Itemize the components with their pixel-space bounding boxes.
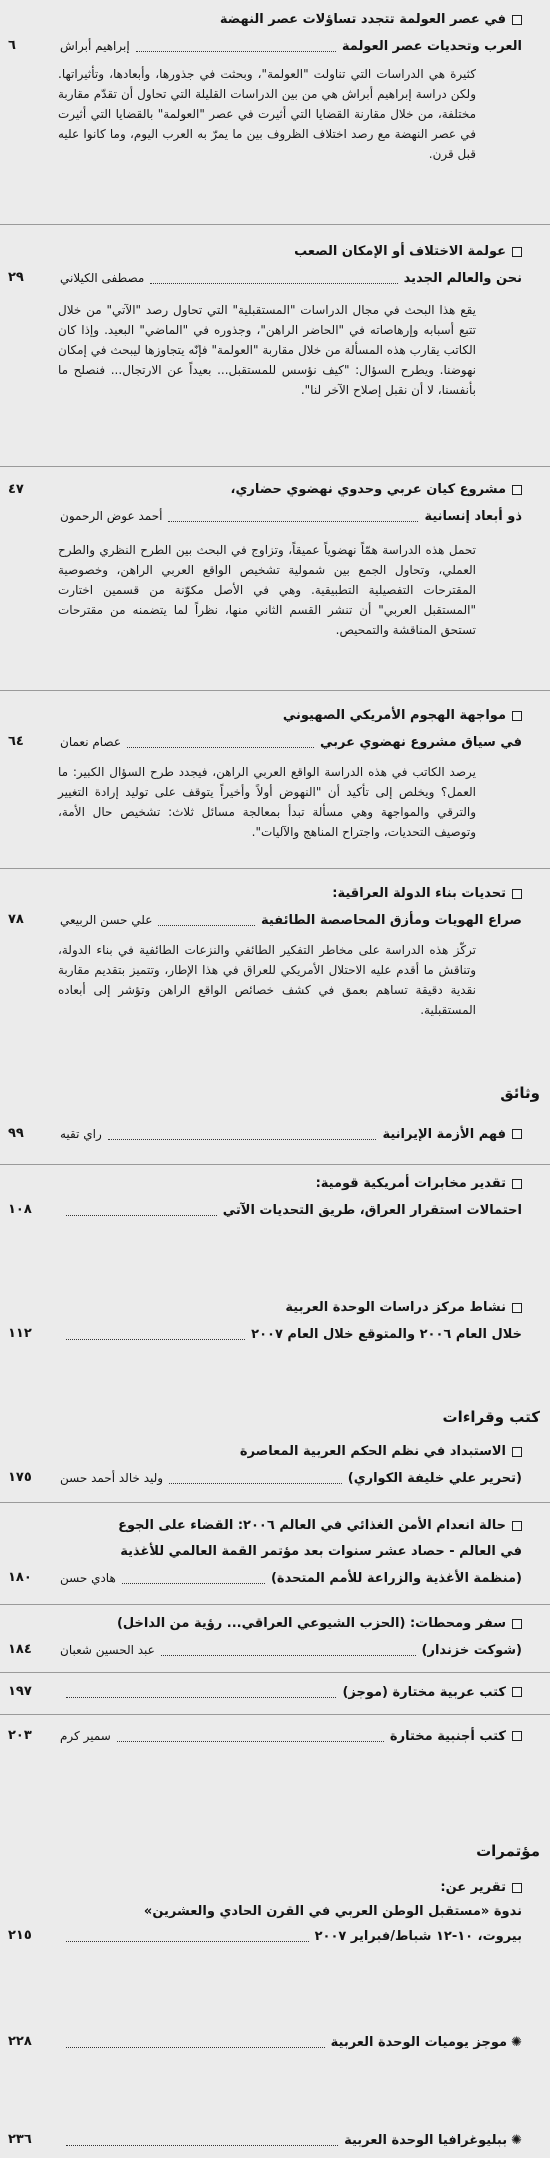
document-title-line[interactable] [60, 1122, 522, 1146]
checkbox-icon [512, 485, 522, 495]
divider [0, 224, 550, 225]
checkbox-icon [512, 1687, 522, 1697]
leader-dots [66, 2037, 325, 2048]
book-editor: (تحرير علي خليفة الكواري) [347, 1470, 522, 1486]
divider [0, 1604, 550, 1605]
book-title-line[interactable] [60, 1680, 522, 1704]
article-subtitle: نحن والعالم الجديد [403, 270, 522, 286]
page-number: ١٩٧ [8, 1684, 32, 1699]
footer-title: ببليوغرافيا الوحدة العربية [344, 2132, 508, 2148]
book-title-continued: في العالم - حصاد عشر سنوات بعد مؤتمر القمة العالمي للأغذية [120, 1544, 522, 1559]
article-subtitle: صراع الهويات ومأزق المحاصصة الطائفية [261, 912, 522, 928]
article-title[interactable]: مشروع كيان عربي وحدوي نهضوي حضاري، [60, 478, 522, 502]
page-number: ٢٩ [8, 270, 24, 285]
article-subtitle: في سياق مشروع نهضوي عربي [319, 734, 522, 750]
book-reviewer: سمير كرم [60, 1729, 111, 1743]
page-number: ١٨٠ [8, 1570, 32, 1585]
leader-dots [136, 41, 336, 52]
article-title[interactable]: تحديات بناء الدولة العراقية: [60, 882, 522, 906]
star-icon: ✺ [511, 2034, 522, 2050]
book-title[interactable]: حالة انعدام الأمن الغذائي في العالم ٢٠٠٦: القضاء على الجوع [60, 1514, 522, 1538]
checkbox-icon [512, 889, 522, 899]
leader-dots [66, 1205, 217, 1216]
article-subtitle-line[interactable] [60, 34, 522, 58]
divider [0, 1672, 550, 1673]
leader-dots [127, 737, 314, 748]
document-subtitle-line[interactable] [60, 1322, 522, 1346]
leader-dots [108, 1129, 377, 1140]
page-number: ٢٢٨ [8, 2034, 32, 2049]
document-subtitle-line[interactable] [60, 1198, 522, 1222]
section-heading-documents: وثائق [500, 1084, 540, 1102]
star-icon: ✺ [511, 2132, 522, 2148]
footer-title-line[interactable] [60, 2030, 522, 2054]
page-number: ٦ [8, 38, 16, 53]
book-title[interactable]: الاستبداد في نظم الحكم العربية المعاصرة [60, 1440, 522, 1464]
checkbox-icon [512, 711, 522, 721]
article-abstract: كثيرة هي الدراسات التي تناولت "العولمة"، وبحثت في جذورها، وأبعادها، وتأثيراتها. ولكن دراسة إبراهيم أبراش هي من بين الدراسات القليلة التي تحاول أن تقدّم مقاربة مختلفة، من خلال مقارنة القضايا التي أثيرت في عصر "العولمة" بالقضايا التي أثيرت في عصر النهضة مع رصد اختلاف الظروف بين ما يمرّ به العرب اليوم، وما كانوا عليه قبل قرن. [58, 67, 476, 161]
divider [0, 1502, 550, 1503]
footer-title-line[interactable] [60, 2128, 522, 2152]
checkbox-icon [512, 15, 522, 25]
document-title[interactable]: نشاط مركز دراسات الوحدة العربية [60, 1296, 522, 1320]
article-title[interactable]: مواجهة الهجوم الأمريكي الصهيوني [60, 704, 522, 728]
page-number: ٢١٥ [8, 1928, 32, 1943]
conference-title: ندوة «مستقبل الوطن العربي في القرن الحادي والعشرين» [143, 1904, 522, 1919]
page-number: ٢٣٦ [8, 2132, 32, 2147]
page-number: ١٨٤ [8, 1642, 32, 1657]
checkbox-icon [512, 247, 522, 257]
section-heading-conferences: مؤتمرات [476, 1842, 540, 1860]
checkbox-icon [512, 1447, 522, 1457]
article-subtitle-line[interactable] [60, 266, 522, 290]
divider [0, 466, 550, 467]
article-subtitle-line[interactable] [60, 908, 522, 932]
book-title: كتب أجنبية مختارة [389, 1728, 506, 1744]
article-author: إبراهيم أبراش [60, 39, 130, 53]
footer-title: موجز يوميات الوحدة العربية [330, 2034, 508, 2050]
article-author: عصام نعمان [60, 735, 122, 749]
book-subtitle-line[interactable] [60, 1466, 522, 1490]
checkbox-icon [512, 1883, 522, 1893]
page-number: ٧٨ [8, 912, 24, 927]
book-subtitle-line[interactable] [60, 1638, 522, 1662]
book-subtitle-line[interactable] [60, 1566, 522, 1590]
leader-dots [66, 2135, 338, 2146]
article-author: مصطفى الكيلاني [60, 271, 145, 285]
article-subtitle: ذو أبعاد إنسانية [424, 508, 522, 524]
leader-dots [66, 1329, 245, 1340]
conference-date: بيروت، ١٠-١٢ شباط/فبراير ٢٠٠٧ [314, 1928, 522, 1944]
document-author: راي تقيه [60, 1127, 102, 1141]
leader-dots [169, 1473, 342, 1484]
page-number: ١٧٥ [8, 1470, 32, 1485]
book-reviewer: عبد الحسين شعبان [60, 1643, 155, 1657]
leader-dots [158, 915, 255, 926]
page-number: ١٠٨ [8, 1202, 32, 1217]
page-number: ٩٩ [8, 1126, 24, 1141]
checkbox-icon [512, 1619, 522, 1629]
document-title: فهم الأزمة الإيرانية [382, 1126, 506, 1142]
conference-report-label[interactable]: تقرير عن: [60, 1876, 522, 1900]
conference-date-line[interactable] [60, 1924, 522, 1948]
article-author: علي حسن الربيعي [60, 913, 153, 927]
divider [0, 690, 550, 691]
page-number: ٢٠٣ [8, 1728, 32, 1743]
book-title: كتب عربية مختارة (موجز) [342, 1684, 506, 1700]
document-title[interactable]: تقدير مخابرات أمريكية قومية: [60, 1172, 522, 1196]
leader-dots [66, 1931, 309, 1942]
article-subtitle: العرب وتحديات عصر العولمة [341, 38, 522, 54]
divider [0, 1164, 550, 1165]
page-number: ٤٧ [8, 482, 24, 497]
article-abstract: يقع هذا البحث في مجال الدراسات "المستقبلية" التي تحاول رصد "الآتي" من خلال تتبع أسبابه وإرهاصاته في "الحاضر الراهن"، وجذوره في "الماضي" البعيد. وإذا كان الكاتب يقارب هذه المسألة من خلال مقاربة "العولمة" فإنّه يتجاوزها ليبحث في إمكان نهوضنا. ويطرح السؤال: "كيف نؤسس للمستقبل... بعيداً عن الارتجال... فنصلح ما بأنفسنا، لا أن نقبل إصلاح الآخر لنا". [58, 303, 476, 397]
leader-dots [66, 1687, 336, 1698]
page-number: ١١٢ [8, 1326, 32, 1341]
article-abstract: تركّز هذه الدراسة على مخاطر التفكير الطائفي والنزعات الطائفية في بناء الدولة، وتناقش ما أقدم عليه الاحتلال الأمريكي للعراق في هذا الإطار، وتتميز بتقديم مقاربة نقدية دقيقة تساهم بعمق في كشف خصائص الواقع الراهن وتؤشر إلى أبعاده المستقبلية. [58, 943, 476, 1017]
section-heading-books: كتب وقراءات [442, 1408, 540, 1426]
book-editor: (منظمة الأغذية والزراعة للأمم المتحدة) [270, 1570, 522, 1586]
book-title[interactable]: سفر ومحطات: (الحزب الشيوعي العراقي... رؤية من الداخل) [60, 1612, 522, 1636]
book-title-line[interactable] [60, 1724, 522, 1748]
article-author: أحمد عوض الرحمون [60, 509, 163, 523]
checkbox-icon [512, 1303, 522, 1313]
book-reviewer: هادي حسن [60, 1571, 116, 1585]
divider [0, 868, 550, 869]
checkbox-icon [512, 1179, 522, 1189]
divider [0, 1714, 550, 1715]
leader-dots [122, 1573, 265, 1584]
book-author: (شوكت خزندار) [421, 1642, 522, 1658]
book-reviewer: وليد خالد أحمد حسن [60, 1471, 164, 1485]
leader-dots [117, 1731, 384, 1742]
leader-dots [150, 273, 397, 284]
document-subtitle: خلال العام ٢٠٠٦ والمتوقع خلال العام ٢٠٠٧ [251, 1326, 522, 1342]
leader-dots [168, 511, 418, 522]
article-subtitle-line[interactable] [60, 504, 522, 528]
document-subtitle: احتمالات استقرار العراق، طريق التحديات الآتي [222, 1202, 522, 1218]
checkbox-icon [512, 1731, 522, 1741]
checkbox-icon [512, 1129, 522, 1139]
article-title[interactable]: في عصر العولمة تتجدد تساؤلات عصر النهضة [60, 8, 522, 32]
page-number: ٦٤ [8, 734, 24, 749]
article-title[interactable]: عولمة الاختلاف أو الإمكان الصعب [60, 240, 522, 264]
leader-dots [161, 1645, 416, 1656]
checkbox-icon [512, 1521, 522, 1531]
article-abstract: تحمل هذه الدراسة همّاً نهضوياً عميقاً، وتزاوج في البحث بين الطرح النظري والطرح العملي، وتحاول الجمع بين شمولية تشخيص الواقع العربي الراهن، وخصوصية المقترحات التفصيلية التطبيقية. وهي في الأصل مكوّنة من قسمين اختارت "المستقبل العربي" أن تنشر القسم الثاني منها، نظراً لما يتضمنه من مقترحات تستحق المناقشة والتمحيص. [58, 543, 476, 637]
article-abstract: يرصد الكاتب في هذه الدراسة الواقع العربي الراهن، فيجدد طرح السؤال الكبير: ما العمل؟ ويخلص إلى تأكيد أن "النهوض أولاً وأخيراً يتوقف على توليد إرادة التغيير والترقي والمواجهة وهي مسألة تبدأ بمعالجة مسائل ثلاث: تشخيص حال الأمة، وتوصيف التحديات، واجتراح المناهج والآليات". [58, 765, 476, 839]
article-subtitle-line[interactable] [60, 730, 522, 754]
